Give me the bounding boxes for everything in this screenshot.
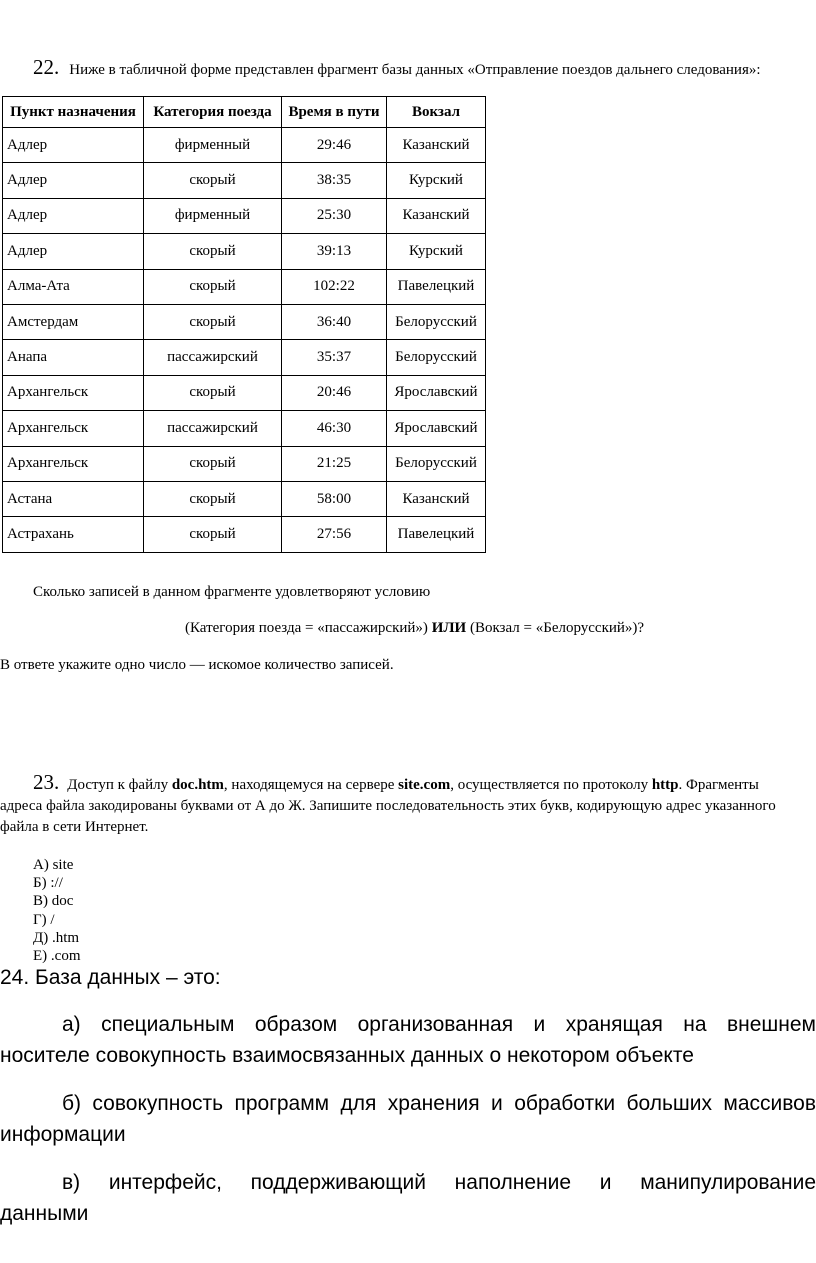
table-cell: скорый	[144, 234, 282, 269]
table-cell: Адлер	[3, 128, 144, 163]
table-cell: Адлер	[3, 198, 144, 233]
table-cell: скорый	[144, 269, 282, 304]
text-fragment: , находящемуся на сервере	[223, 777, 399, 793]
table-cell: Павелецкий	[387, 517, 486, 552]
question-24-heading: 24. База данных – это:	[0, 966, 221, 989]
question-number: 23.	[33, 772, 60, 794]
protocol-name: http	[651, 777, 679, 793]
column-header: Пункт назначения	[3, 97, 144, 128]
table-cell: Казанский	[387, 128, 486, 163]
table-cell: 35:37	[282, 340, 387, 375]
table-row	[3, 304, 486, 339]
text-fragment: Доступ к файлу	[67, 777, 172, 793]
option-line: б) совокупность программ для хранения и обработки больших массивов	[62, 1092, 816, 1115]
question-text: Ниже в табличной форме представлен фрагмент базы данных «Отправление поездов дальнего следования»:	[69, 62, 761, 78]
table-cell: 27:56	[282, 517, 387, 552]
table-cell: 25:30	[282, 198, 387, 233]
table-cell: Курский	[387, 163, 486, 198]
option-item: Г) /	[33, 911, 55, 928]
option-line: информации	[0, 1123, 126, 1146]
column-header: Категория поезда	[144, 97, 282, 128]
table-cell: Белорусский	[387, 340, 486, 375]
server-name: site.com	[398, 777, 451, 793]
table-cell: 29:46	[282, 128, 387, 163]
option-line: в) интерфейс, поддерживающий наполнение и манипулирование	[62, 1171, 816, 1194]
question-23-line-1	[0, 772, 816, 796]
table-cell: 36:40	[282, 304, 387, 339]
text-fragment: . Фрагменты	[678, 777, 759, 793]
option-item: Д) .htm	[33, 929, 80, 946]
table-cell: Павелецкий	[387, 269, 486, 304]
column-header: Вокзал	[387, 97, 486, 128]
table-cell: Алма-Ата	[3, 269, 144, 304]
question-22-prompt: Сколько записей в данном фрагменте удовлетворяют условию	[33, 584, 431, 600]
table-cell: Ярославский	[387, 375, 486, 410]
table-cell: Казанский	[387, 481, 486, 516]
table-cell: 39:13	[282, 234, 387, 269]
table-cell: 20:46	[282, 375, 387, 410]
table-cell: Астрахань	[3, 517, 144, 552]
option-line: данными	[0, 1202, 89, 1225]
column-header: Время в пути	[282, 97, 387, 128]
table-cell: 102:22	[282, 269, 387, 304]
option-line: носителе совокупность взаимосвязанных данных о некотором объекте	[0, 1044, 694, 1067]
table-cell: пассажирский	[144, 411, 282, 446]
table-cell: Архангельск	[3, 411, 144, 446]
table-cell: пассажирский	[144, 340, 282, 375]
table-cell: Адлер	[3, 234, 144, 269]
table-cell: Архангельск	[3, 446, 144, 481]
table-cell: Казанский	[387, 198, 486, 233]
option-item: В) doc	[33, 893, 74, 910]
table-header-row	[3, 97, 486, 128]
answer-hint: В ответе укажите одно число — искомое количество записей.	[0, 657, 394, 673]
table-cell: Белорусский	[387, 446, 486, 481]
question-23	[0, 772, 816, 838]
table-row	[3, 411, 486, 446]
table-row	[3, 446, 486, 481]
table-cell: Архангельск	[3, 375, 144, 410]
table-cell: скорый	[144, 446, 282, 481]
option-item: Е) .com	[33, 948, 81, 965]
table-cell: Белорусский	[387, 304, 486, 339]
table-cell: скорый	[144, 375, 282, 410]
table-cell: Анапа	[3, 340, 144, 375]
table-cell: Астана	[3, 481, 144, 516]
table-row	[3, 375, 486, 410]
condition-right: (Вокзал = «Белорусский»)?	[469, 620, 645, 636]
table-cell: 38:35	[282, 163, 387, 198]
file-name: doc.htm	[171, 777, 224, 793]
table-cell: скорый	[144, 304, 282, 339]
table-cell: 21:25	[282, 446, 387, 481]
condition-left: (Категория поезда = «пассажирский»)	[185, 620, 428, 636]
table-cell: фирменный	[144, 198, 282, 233]
question-22-intro	[33, 55, 761, 80]
table-row	[3, 340, 486, 375]
option-item: Б) ://	[33, 875, 63, 892]
table-cell: Амстердам	[3, 304, 144, 339]
table-cell: Ярославский	[387, 411, 486, 446]
query-condition	[185, 620, 644, 637]
table-cell: Адлер	[3, 163, 144, 198]
answer-option-a	[0, 1009, 816, 1071]
question-24	[0, 966, 816, 1246]
question-23-line-2: адреса файла закодированы буквами от А до Ж. Запишите последовательность этих букв, кодирующую адрес указанного	[0, 798, 776, 814]
question-number: 22.	[33, 55, 60, 79]
answer-option-c	[0, 1167, 816, 1229]
table-cell: 46:30	[282, 411, 387, 446]
question-23-line-3: файла в сети Интернет.	[0, 819, 149, 835]
option-item: А) site	[33, 857, 74, 873]
question-23-options	[33, 856, 80, 965]
table-cell: скорый	[144, 481, 282, 516]
answer-option-b	[0, 1088, 816, 1150]
table-row	[3, 234, 486, 269]
table-row	[3, 163, 486, 198]
table-row	[3, 128, 486, 163]
table-cell: 58:00	[282, 481, 387, 516]
table-row	[3, 198, 486, 233]
table-cell: скорый	[144, 517, 282, 552]
table-row	[3, 481, 486, 516]
text-fragment: , осуществляется по протоколу	[450, 777, 652, 793]
table-cell: фирменный	[144, 128, 282, 163]
table-cell: скорый	[144, 163, 282, 198]
database-table	[2, 96, 486, 553]
condition-operator: ИЛИ	[431, 620, 467, 636]
table-row	[3, 269, 486, 304]
table-cell: Курский	[387, 234, 486, 269]
option-line: а) специальным образом организованная и хранящая на внешнем	[62, 1013, 816, 1036]
table-row	[3, 517, 486, 552]
